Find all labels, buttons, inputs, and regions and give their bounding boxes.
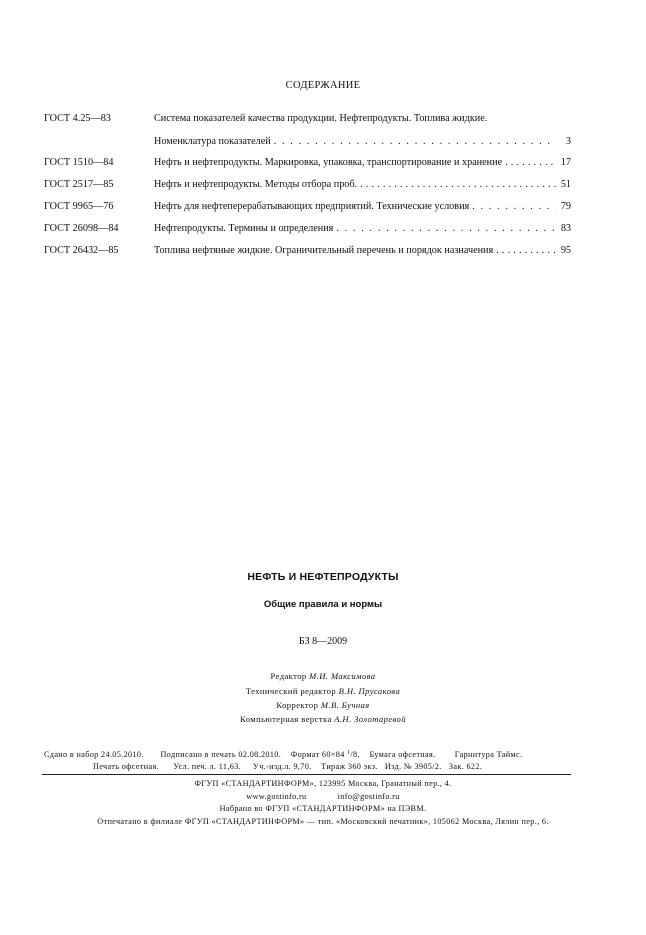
credit-name: М.И. Максимова: [309, 671, 376, 681]
toc-entry: [44, 200, 571, 214]
credit-proofreader: [0, 700, 646, 710]
toc-page: 83: [560, 223, 571, 234]
dot-leader: [505, 156, 556, 170]
toc-entry: [44, 222, 571, 236]
toc-page: 79: [560, 201, 571, 212]
imprint-print-type: Печать офсетная.: [93, 762, 160, 771]
toc-entry: [44, 156, 571, 170]
imprint-print-sheets: Усл. печ. л. 11,63.: [173, 762, 242, 771]
toc-code: ГОСТ 2517—85: [44, 179, 114, 190]
toc-page: 17: [560, 157, 571, 168]
toc-label: Нефтепродукты. Термины и определения: [154, 223, 334, 234]
imprint-publisher: ФГУП «СТАНДАРТИНФОРМ», 123995 Москва, Гранатный пер., 4.: [194, 779, 452, 788]
toc-entry: [44, 112, 571, 126]
imprint-website: www.gostinfo.ru: [246, 792, 307, 801]
toc-title: СОДЕРЖАНИЕ: [285, 80, 361, 91]
toc-code: ГОСТ 9965—76: [44, 201, 114, 212]
credit-role: Редактор: [270, 671, 307, 681]
imprint-line-2: [93, 762, 482, 771]
toc-label: Нефть и нефтепродукты. Маркировка, упаковка, транспортирование и хранение: [154, 157, 503, 168]
imprint-order: Зак. 622.: [448, 762, 483, 771]
toc-label: Нефть и нефтепродукты. Методы отбора проб.: [154, 179, 358, 190]
toc-label: Номенклатура показателей: [154, 136, 271, 147]
collection-subtitle: Общие правила и нормы: [263, 599, 383, 610]
imprint-pub-sheets: Уч.-изд.л. 9,70.: [253, 762, 312, 771]
imprint-printed: Отпечатано в филиале ФГУП «СТАНДАРТИНФОРМ» — тип. «Московский печатник», 105062 Москва, Лялин пер., 6.: [97, 817, 549, 826]
imprint-line-1: [44, 750, 522, 759]
dot-leader: [360, 178, 556, 192]
divider: [42, 774, 571, 775]
toc-page: 3: [565, 136, 571, 147]
credit-role: Корректор: [276, 700, 319, 710]
toc-code: ГОСТ 4.25—83: [44, 113, 111, 124]
toc-page: 95: [560, 245, 571, 256]
toc-entry: [44, 244, 571, 258]
credit-layout: [0, 714, 646, 724]
credit-role: Технический редактор: [245, 686, 337, 696]
imprint-typeface: Гарнитура Таймс.: [454, 750, 523, 759]
toc-label: Система показателей качества продукции. Нефтепродукты. Топлива жидкие.: [154, 113, 488, 124]
imprint-format: Формат 60×84 $^1$/8.: [290, 750, 360, 759]
credit-name: А.Н. Золотаревой: [334, 714, 406, 724]
imprint-contacts: [0, 792, 646, 801]
toc-page: 51: [560, 179, 571, 190]
dot-leader: [274, 135, 556, 149]
credit-name: М.В. Бучная: [320, 700, 370, 710]
imprint-email: info@gostinfo.ru: [337, 792, 400, 801]
toc-code: ГОСТ 1510—84: [44, 157, 114, 168]
dot-leader: [496, 244, 556, 258]
credit-editor: [0, 671, 646, 681]
imprint-signed: Подписано в печать 02.08.2010.: [160, 750, 282, 759]
credit-tech-editor: [0, 686, 646, 696]
imprint-typeset: Набрано во ФГУП «СТАНДАРТИНФОРМ» на ПЭВМ.: [219, 804, 427, 813]
dot-leader: [472, 200, 556, 214]
toc-entry: [44, 178, 571, 192]
toc-code: ГОСТ 26098—84: [44, 223, 119, 234]
toc-entry-continuation: [44, 135, 571, 149]
toc-label: Нефть для нефтеперерабатывающих предприятий. Технические условия: [154, 201, 470, 212]
imprint-submitted: Сдано в набор 24.05.2010.: [44, 750, 144, 759]
bz-number: БЗ 8—2009: [298, 636, 348, 647]
imprint-paper: Бумага офсетная.: [369, 750, 436, 759]
collection-title: НЕФТЬ И НЕФТЕПРОДУКТЫ: [247, 571, 399, 583]
imprint-pub-no: Изд. № 3905/2.: [384, 762, 442, 771]
toc-code: ГОСТ 26432—85: [44, 245, 119, 256]
credit-name: В.Н. Прусакова: [338, 686, 401, 696]
credit-role: Компьютерная верстка: [240, 714, 332, 724]
toc-label: Топлива нефтяные жидкие. Ограничительный перечень и порядок назначения: [154, 245, 494, 256]
dot-leader: [336, 222, 556, 236]
imprint-circulation: Тираж 360 экз.: [321, 762, 378, 771]
